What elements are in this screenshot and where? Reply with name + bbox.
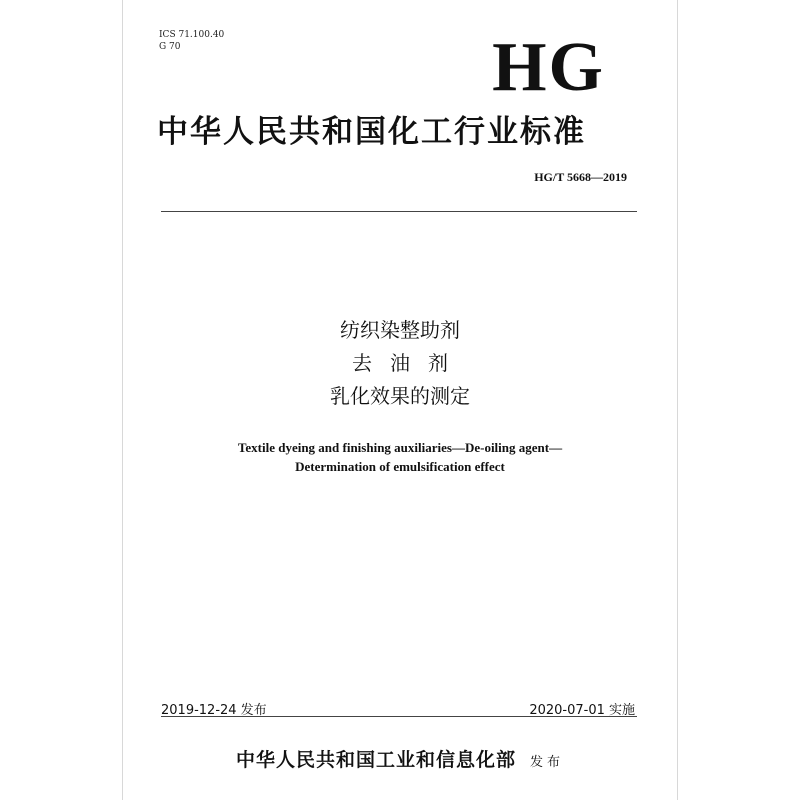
top-divider (161, 211, 637, 212)
issue-date: 2019-12-24 发布 (161, 703, 267, 718)
standard-number: HG/T 5668—2019 (534, 170, 627, 184)
cn-title-line-3: 乳化效果的测定 (330, 384, 470, 408)
en-title-line-2: Determination of emulsification effect (295, 459, 505, 474)
issuer-verb: 发布 (530, 755, 565, 770)
hg-logo: HG (492, 29, 605, 106)
en-title-line-1: Textile dyeing and finishing auxiliaries—De-oiling agent— (237, 440, 563, 455)
ics-code: ICS 71.100.40 (159, 30, 225, 40)
classification-code: G 70 (159, 42, 181, 52)
bottom-divider (161, 716, 637, 717)
standard-cover (122, 0, 678, 800)
standard-category-title: 中华人民共和国化工行业标准 (157, 114, 586, 150)
cn-title-line-2: 去油剂 (352, 351, 466, 375)
issuer-name: 中华人民共和国工业和信息化部 (235, 749, 516, 771)
issuer-line (123, 745, 677, 772)
implementation-date: 2020-07-01 实施 (529, 703, 635, 718)
cn-title-line-1: 纺织染整助剂 (340, 318, 460, 342)
